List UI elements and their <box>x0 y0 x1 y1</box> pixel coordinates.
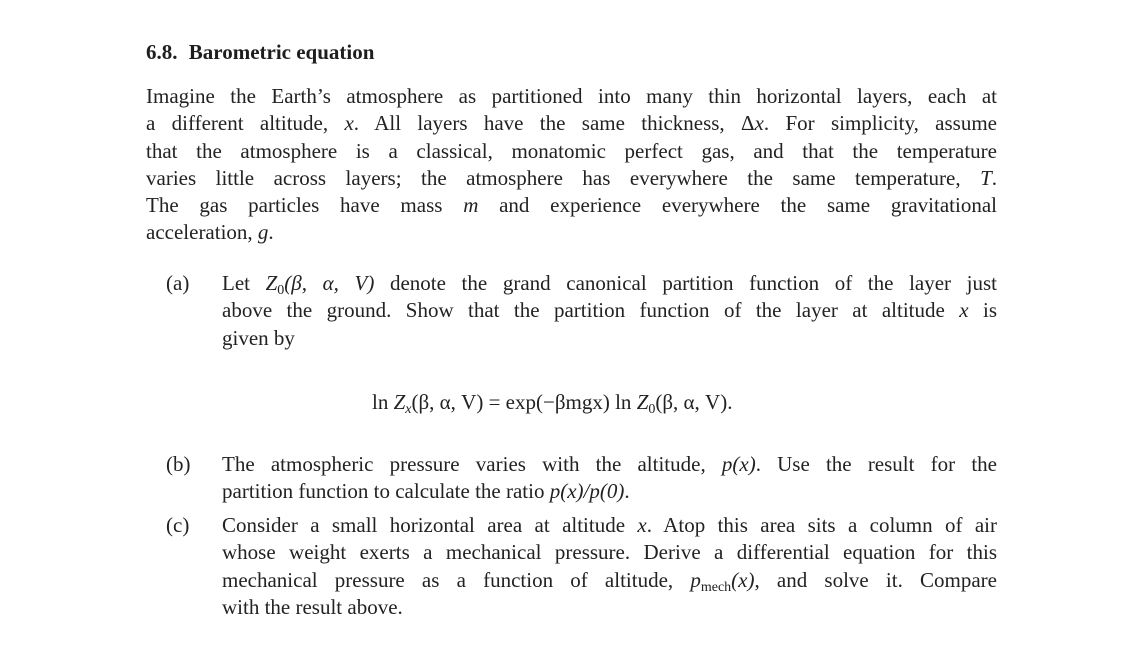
part-text <box>222 270 997 352</box>
math-symbol: p <box>690 567 701 592</box>
intro-line <box>146 192 997 219</box>
text-run: acceleration, <box>146 220 258 245</box>
part-line <box>222 567 997 594</box>
section-heading <box>146 40 374 65</box>
section-number: 6.8. <box>146 40 178 64</box>
math-symbol: Z <box>636 390 649 414</box>
part-text <box>222 451 997 506</box>
math-symbol: T <box>980 165 992 190</box>
math-symbol: m <box>463 193 479 218</box>
part-line <box>222 325 997 352</box>
text-run: . For simplicity, assume <box>763 111 997 136</box>
part-line <box>222 297 997 324</box>
math-symbol: x <box>344 111 354 136</box>
part-label: (b) <box>166 452 191 476</box>
intro-line <box>146 110 997 137</box>
part-line <box>222 539 997 566</box>
math-symbol: Z <box>393 390 406 414</box>
math-symbol: x <box>959 298 969 323</box>
equation-run: (β, α, V) = exp(−βmgx) ln <box>411 390 637 414</box>
math-subscript: 0 <box>648 402 656 417</box>
math-symbol: g <box>257 220 269 245</box>
text-run: . <box>991 165 997 190</box>
section-title: Barometric equation <box>188 40 375 64</box>
text-run: and experience everywhere the same gravitational <box>478 193 997 218</box>
text-run: is <box>968 298 997 323</box>
text-run: denote the grand canonical partition function of the layer just <box>374 271 998 295</box>
text-run: . <box>268 220 274 245</box>
text-run: a different altitude, <box>146 111 345 136</box>
math-symbol: x <box>754 111 764 136</box>
part-line <box>222 451 997 478</box>
math-subscript: x <box>405 402 412 417</box>
text-run: varies little across layers; the atmosphere has everywhere the same temperature, <box>146 165 981 190</box>
equation-run: (β, α, V). <box>655 390 733 414</box>
part-line <box>222 270 997 297</box>
part-line <box>222 478 997 505</box>
text-run: above the ground. Show that the partition function of the layer at altitude <box>222 298 960 323</box>
text-run: with the result above. <box>222 594 403 619</box>
text-run: . Use the result for the <box>755 452 997 476</box>
text-run: , and solve it. Compare <box>754 567 997 592</box>
math-symbol: x <box>637 513 647 537</box>
text-run: mechanical pressure as a function of altitude, <box>222 567 691 592</box>
math-subscript: 0 <box>277 283 285 298</box>
text-run: partition function to calculate the ratio <box>222 479 550 504</box>
text-run: Imagine the Earth’s atmosphere as partitioned into many thin horizontal layers, each at <box>146 84 997 108</box>
display-equation <box>372 390 732 415</box>
text-run: whose weight exerts a mechanical pressure. Derive a differential equation for this <box>222 540 997 565</box>
text-run: . Atop this area sits a column of air <box>646 513 998 537</box>
part-text <box>222 512 997 621</box>
intro-line <box>146 219 997 246</box>
math-subscript: mech <box>700 579 732 595</box>
intro-line <box>146 83 997 110</box>
text-run: . All layers have the same thickness, Δ <box>353 111 755 136</box>
intro-line <box>146 165 997 192</box>
text-run: Consider a small horizontal area at altitude <box>222 513 638 537</box>
intro-line <box>146 138 997 165</box>
text-run: The gas particles have mass <box>146 193 464 218</box>
math-symbol: Z <box>265 271 278 295</box>
equation-run: ln <box>372 390 394 414</box>
math-symbol: p(x)/p(0) <box>549 479 625 504</box>
part-label: (c) <box>166 513 190 537</box>
text-run: that the atmosphere is a classical, monatomic perfect gas, and that the temperature <box>146 138 997 163</box>
part-label: (a) <box>166 271 190 295</box>
part-line <box>222 594 997 621</box>
intro-paragraph <box>146 83 997 247</box>
text-run: given by <box>222 325 295 350</box>
math-args: (β, α, V) <box>284 271 375 295</box>
text-run: The atmospheric pressure varies with the altitude, <box>222 452 722 476</box>
math-symbol: p(x) <box>721 452 756 476</box>
text-run: Let <box>222 271 266 295</box>
math-args: (x) <box>731 567 755 592</box>
text-run: . <box>624 479 630 504</box>
part-line <box>222 512 997 539</box>
